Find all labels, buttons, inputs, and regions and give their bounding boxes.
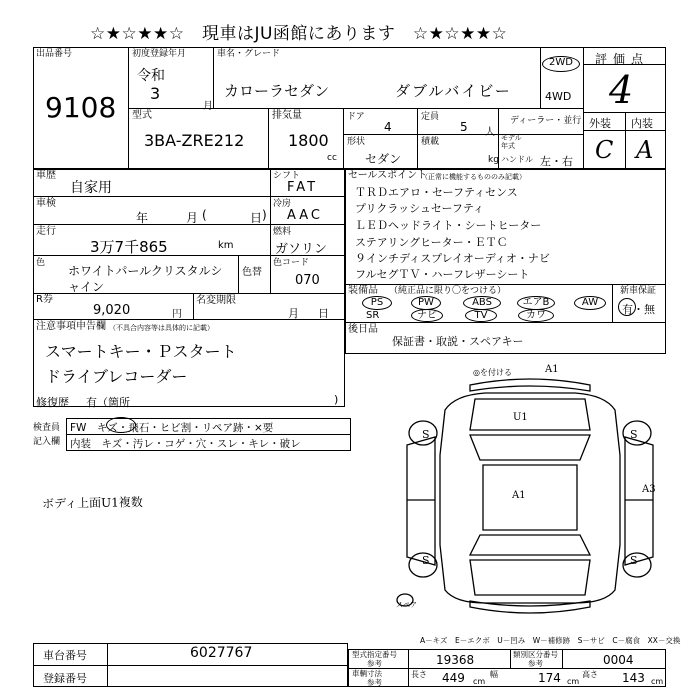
size-sub: 参考 [367, 678, 382, 687]
mileage-unit: km [218, 240, 234, 251]
car-name-label: 車名・グレード [217, 49, 281, 59]
mark-s-front-right: S [630, 428, 638, 441]
manual-circle [618, 298, 636, 316]
model-value: 3BA-ZRE212 [144, 131, 245, 150]
history-value: 自家用 [70, 180, 112, 196]
periodic-label: 名変期限 [196, 295, 236, 306]
periodic-month: 月 [288, 307, 299, 320]
sales-point-5: ９インチディスプレイオーディオ・ナビ [355, 252, 550, 265]
class-value: 0004 [603, 653, 634, 667]
inspector-row-1: FW キズ・飛石・ヒビ割・リペア跡・×要 [70, 422, 274, 434]
handwritten-note: ボディ上面U1複数 [41, 495, 143, 511]
diagram-legend: A－キズ E－エクボ U－凹み W－補修跡 S－サビ C－腐食 XX－交換 [420, 636, 681, 645]
width-value: 174 [538, 671, 561, 685]
type-value: 19368 [436, 653, 475, 667]
manual-label: 新車保証 [620, 286, 657, 296]
car-diagram [395, 375, 665, 625]
mark-u1-top: U1 [513, 412, 528, 423]
equip-leather: カワ [518, 309, 554, 322]
color-label: 色 [36, 258, 46, 268]
repair-value: 有（箇所 [86, 396, 130, 409]
equip-navi: ナビ [411, 309, 443, 322]
height-unit: cm [651, 677, 664, 686]
model-label: 型式 [132, 110, 152, 121]
shift-value: FAT [287, 180, 319, 195]
shape-value: セダン [365, 152, 402, 166]
doors-value: 4 [384, 120, 392, 134]
inspection-month: 月 [186, 211, 199, 225]
equip-abs: ABS [463, 296, 501, 310]
lot-number: 9108 [45, 91, 117, 124]
displacement-label: 排気量 [272, 110, 302, 121]
doors-label: ドア [347, 112, 365, 122]
color-change-label: 色替 [242, 267, 262, 278]
ac-value: AAC [287, 208, 323, 223]
repair-label: 修復歴 [36, 396, 69, 409]
shift-label: シフト [273, 171, 301, 181]
color-code-value: 070 [295, 273, 320, 288]
notes-sub: （不具合内容等は具体的に記載） [109, 324, 214, 332]
mark-s-rear-right: S [630, 554, 638, 567]
dealer-label: ディーラー・並行 [510, 116, 582, 126]
registration-era: 令和 [137, 68, 165, 84]
type-label: 型式指定番号 [352, 650, 397, 659]
class-label: 類別区分番号 [513, 650, 558, 659]
color-code-label: 色コード [273, 258, 310, 268]
registration-label: 初度登録年月 [132, 49, 187, 59]
handle-label: ハンドル [501, 155, 533, 164]
equip-ps: PS [362, 296, 392, 310]
repair-close-paren: ) [334, 393, 339, 406]
mark-a1-front: A1 [545, 364, 559, 375]
height-value: 143 [622, 671, 645, 685]
inspection-paren-open: ( [202, 208, 207, 222]
after-label: 後日品 [348, 324, 378, 335]
displacement-value: 1800 [288, 131, 329, 150]
car-grade: ダブルバイビー [395, 82, 512, 100]
capacity-label: 定員 [421, 112, 440, 122]
capacity-unit: 人 [485, 127, 495, 138]
mark-s-rear-left: S [422, 554, 430, 567]
inspection-label: 車検 [36, 198, 56, 209]
mark-a3-right: A3 [642, 484, 656, 495]
length-label: 長さ [411, 670, 427, 679]
sales-point-3: ＬＥＤヘッドライト・シートヒーター [355, 219, 542, 232]
type-sub: 参考 [367, 659, 382, 668]
equipment-note: （純正品に限り〇をつける） [389, 286, 507, 296]
equip-pw: PW [411, 296, 441, 310]
color-value: ホワイトパールクリスタルシャイン [68, 264, 223, 294]
chassis-value: 6027767 [190, 645, 253, 661]
notes-label: 注意事項申告欄 [36, 321, 106, 332]
lot-label: 出品番号 [36, 49, 73, 59]
diagram-hint: ◎を付ける [473, 368, 512, 377]
sales-points-note: （正常に機能するもののみ記載） [421, 173, 526, 181]
chassis-label: 車台番号 [43, 649, 87, 662]
manual-value: 有・無 [622, 303, 655, 316]
handle-value: 左・右 [540, 155, 573, 168]
inspector-label-1: 検査員 [33, 423, 61, 433]
car-name: カローラセダン [224, 82, 330, 100]
recycle-unit: 円 [172, 309, 182, 320]
after-value: 保証書・取説・スペアキー [392, 335, 524, 348]
inspection-paren-close: ) [262, 208, 267, 222]
sales-points-label: セールスポイント [348, 170, 428, 181]
history-label: 車歴 [36, 170, 56, 181]
interior-grade: A [636, 136, 654, 164]
diagram-spare: スペア [396, 601, 417, 609]
registration-year: 3 [150, 84, 161, 103]
exterior-grade: C [595, 136, 614, 164]
mark-s-front-left: S [422, 428, 430, 441]
notes-line-2: ドライブレコーダー [45, 367, 188, 386]
sales-point-1: ＴＲＤエアロ・セーフティセンス [355, 186, 518, 199]
height-label: 高さ [582, 670, 598, 679]
notes-line-1: スマートキー・Ｐスタート [45, 342, 237, 361]
exterior-label: 外装 [589, 117, 611, 130]
load-label: 積載 [421, 137, 440, 147]
drive-4wd: 4WD [545, 90, 572, 103]
score-value: 4 [609, 68, 634, 112]
interior-label: 内装 [631, 117, 653, 130]
mileage-value: 3万7千865 [90, 238, 168, 256]
capacity-value: 5 [460, 120, 468, 134]
displacement-unit: cc [327, 153, 337, 163]
load-unit: kg [488, 155, 499, 165]
inspector-label-2: 記入欄 [33, 437, 61, 447]
width-unit: cm [567, 677, 580, 686]
ac-label: 冷房 [273, 199, 292, 209]
length-unit: cm [473, 677, 486, 686]
shape-label: 形状 [347, 137, 366, 147]
inspector-row-2: 内装 キズ・汚レ・コゲ・穴・スレ・キレ・破レ [70, 438, 301, 450]
mileage-label: 走行 [36, 226, 56, 237]
recycle-label: R券 [36, 294, 53, 305]
equip-sr: SR [366, 310, 380, 321]
fuel-value: ガソリン [275, 242, 328, 257]
fuel-label: 燃料 [273, 227, 292, 237]
score-label: 評価点 [595, 52, 650, 66]
header-banner: ☆★☆★★☆ 現車はJU函館にあります ☆★☆★★☆ [90, 24, 508, 44]
sales-point-4: ステアリングヒーター・ＥＴＣ [355, 236, 508, 249]
class-sub: 参考 [528, 659, 543, 668]
size-label: 車輌寸法 [352, 669, 382, 678]
equip-airbag: エアB [517, 296, 555, 310]
registration-month-unit: 月 [203, 101, 213, 112]
model-year-label-2: 年式 [501, 142, 515, 150]
periodic-day: 日 [318, 307, 329, 320]
equipment-label: 装備品 [348, 285, 378, 296]
reg-label: 登録番号 [43, 672, 87, 685]
sales-point-6: フルセグＴＶ・ハーフレザーシート [355, 268, 530, 281]
inspection-year: 年 [136, 211, 149, 225]
inspector-circle-kizu [106, 417, 136, 433]
inspection-day: 日 [250, 211, 263, 225]
length-value: 449 [442, 671, 465, 685]
recycle-value: 9,020 [93, 303, 131, 318]
model-year-label: モデル [501, 134, 522, 142]
sales-point-2: プリクラッシュセーフティ [355, 202, 485, 215]
mark-a1-roof: A1 [512, 490, 526, 501]
width-label: 幅 [490, 670, 498, 679]
equip-aw: AW [574, 296, 606, 310]
equip-tv: TV [465, 309, 497, 322]
drive-2wd-selected: 2WD [542, 56, 580, 72]
